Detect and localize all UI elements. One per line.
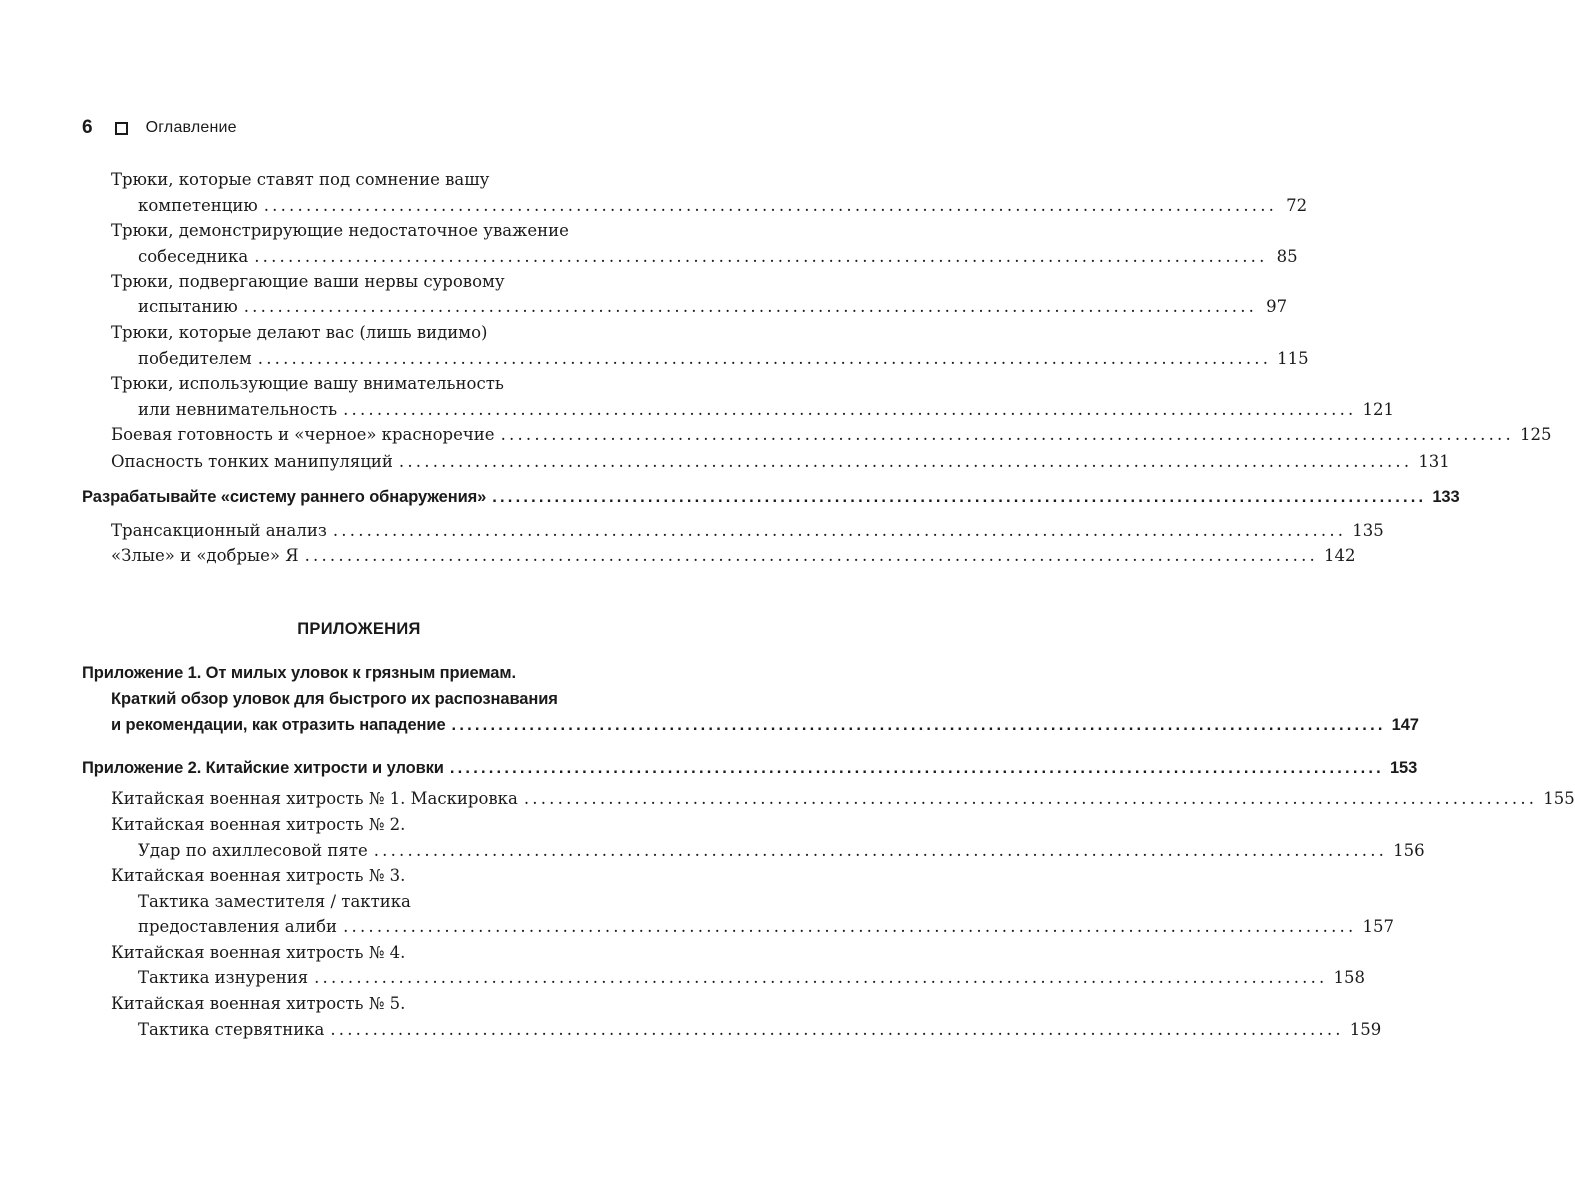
dot-leader: ........................................................................................................................ bbox=[500, 425, 1514, 444]
toc-page-number: 159 bbox=[1349, 1020, 1382, 1039]
toc-page-number: 85 bbox=[1276, 247, 1298, 266]
toc-entry-title: Трюки, которые делают вас (лишь видимо) bbox=[111, 323, 488, 342]
toc-entry[interactable] bbox=[111, 425, 1552, 451]
toc-entry-title: Китайская военная хитрость № 2. bbox=[111, 815, 406, 834]
toc-entry[interactable] bbox=[138, 1020, 1382, 1046]
dot-leader: ........................................................................................................................ bbox=[254, 247, 1268, 266]
toc-page-number: 147 bbox=[1391, 716, 1419, 734]
dot-leader: ........................................................................................................................ bbox=[523, 789, 1538, 808]
toc-chapter-title: и рекомендации, как отразить нападение bbox=[111, 716, 446, 734]
dot-leader: ........................................................................................................................ bbox=[451, 716, 1386, 734]
toc-entry-title: Трюки, демонстрирующие недостаточное уважение bbox=[111, 221, 569, 240]
toc-entry-title: Тактика изнурения bbox=[138, 968, 309, 987]
toc-chapter-title: Приложение 2. Китайские хитрости и уловки bbox=[82, 759, 444, 777]
toc-page-number: 125 bbox=[1519, 425, 1552, 444]
toc-chapter-title: Приложение 1. От милых уловок к грязным приемам. bbox=[82, 664, 516, 682]
toc-page-number: 153 bbox=[1389, 759, 1418, 777]
square-bullet-icon bbox=[115, 122, 128, 135]
toc-entry[interactable] bbox=[138, 196, 1308, 222]
toc-entry-title: Тактика заместителя / тактика bbox=[138, 892, 411, 911]
toc-page-number: 131 bbox=[1418, 452, 1450, 471]
toc-entry-title: компетенцию bbox=[138, 196, 258, 215]
toc-chapter-title: Разрабатывайте «систему раннего обнаружения» bbox=[82, 488, 487, 506]
toc-entry[interactable] bbox=[138, 297, 1288, 323]
toc-entry-title: Китайская военная хитрость № 4. bbox=[111, 943, 406, 962]
dot-leader: ........................................................................................................................ bbox=[332, 521, 1347, 540]
toc-chapter-title: Краткий обзор уловок для быстрого их распознавания bbox=[111, 690, 558, 708]
toc-chapter-entry[interactable] bbox=[111, 716, 1419, 742]
dot-leader: ........................................................................................................................ bbox=[263, 196, 1278, 215]
running-header bbox=[82, 116, 237, 140]
toc-entry-title: победителем bbox=[138, 349, 252, 368]
page-number: 6 bbox=[82, 117, 93, 138]
toc-entry-title: Трюки, которые ставят под сомнение вашу bbox=[111, 170, 490, 189]
toc-page-number: 142 bbox=[1323, 546, 1356, 565]
dot-leader: ........................................................................................................................ bbox=[343, 400, 1357, 419]
toc-page-number: 156 bbox=[1393, 841, 1425, 860]
toc-page-number: 97 bbox=[1266, 297, 1288, 316]
toc-page-number: 155 bbox=[1543, 789, 1575, 808]
toc-entry[interactable] bbox=[138, 400, 1394, 426]
toc-entry-title: Трюки, подвергающие ваши нервы суровому bbox=[111, 272, 505, 291]
toc-page-number: 157 bbox=[1362, 917, 1394, 936]
toc-entry[interactable] bbox=[138, 917, 1394, 943]
toc-page-number: 158 bbox=[1333, 968, 1365, 987]
toc-entry[interactable] bbox=[111, 521, 1384, 547]
running-header-title: Оглавление bbox=[145, 119, 237, 136]
toc-entry-title: Тактика стервятника bbox=[138, 1020, 325, 1039]
toc-entry[interactable] bbox=[111, 546, 1356, 572]
toc-page-number: 115 bbox=[1277, 349, 1309, 368]
toc-entry-title: собеседника bbox=[138, 247, 249, 266]
toc-entry-title: Опасность тонких манипуляций bbox=[111, 452, 393, 471]
toc-entry[interactable] bbox=[138, 349, 1309, 375]
toc-entry[interactable] bbox=[138, 247, 1298, 273]
toc-entry-title: Трансакционный анализ bbox=[111, 521, 327, 540]
toc-page-number: 133 bbox=[1432, 488, 1460, 506]
toc-entry-title: Удар по ахиллесовой пяте bbox=[138, 841, 368, 860]
toc-entry-title: или невнимательность bbox=[138, 400, 338, 419]
toc-page-number: 72 bbox=[1286, 196, 1308, 215]
dot-leader: ........................................................................................................................ bbox=[449, 759, 1384, 777]
dot-leader: ........................................................................................................................ bbox=[257, 349, 1272, 368]
toc-entry-title: Китайская военная хитрость № 3. bbox=[111, 866, 406, 885]
dot-leader: ........................................................................................................................ bbox=[492, 488, 1427, 506]
toc-entry-title: предоставления алиби bbox=[138, 917, 338, 936]
toc-entry-title: «Злые» и «добрые» Я bbox=[111, 546, 299, 565]
toc-page-number: 121 bbox=[1362, 400, 1394, 419]
toc-entry-title: Боевая готовность и «черное» красноречие bbox=[111, 425, 495, 444]
toc-chapter-entry[interactable] bbox=[82, 759, 1418, 785]
toc-entry[interactable] bbox=[111, 452, 1450, 478]
section-heading: ПРИЛОЖЕНИЯ bbox=[297, 620, 421, 638]
toc-entry-title: испытанию bbox=[138, 297, 238, 316]
toc-chapter-entry[interactable] bbox=[82, 488, 1460, 514]
toc-entry-title: Китайская военная хитрость № 1. Маскировка bbox=[111, 789, 518, 808]
dot-leader: ........................................................................................................................ bbox=[330, 1020, 1344, 1039]
toc-entry[interactable] bbox=[111, 789, 1575, 815]
dot-leader: ........................................................................................................................ bbox=[373, 841, 1388, 860]
toc-page-number: 135 bbox=[1352, 521, 1384, 540]
dot-leader: ........................................................................................................................ bbox=[314, 968, 1328, 987]
dot-leader: ........................................................................................................................ bbox=[398, 452, 1413, 471]
dot-leader: ........................................................................................................................ bbox=[243, 297, 1258, 316]
toc-entry-title: Китайская военная хитрость № 5. bbox=[111, 994, 406, 1013]
toc-entry[interactable] bbox=[138, 841, 1425, 867]
dot-leader: ........................................................................................................................ bbox=[343, 917, 1357, 936]
toc-entry[interactable] bbox=[138, 968, 1365, 994]
toc-entry-title: Трюки, использующие вашу внимательность bbox=[111, 374, 504, 393]
dot-leader: ........................................................................................................................ bbox=[304, 546, 1318, 565]
